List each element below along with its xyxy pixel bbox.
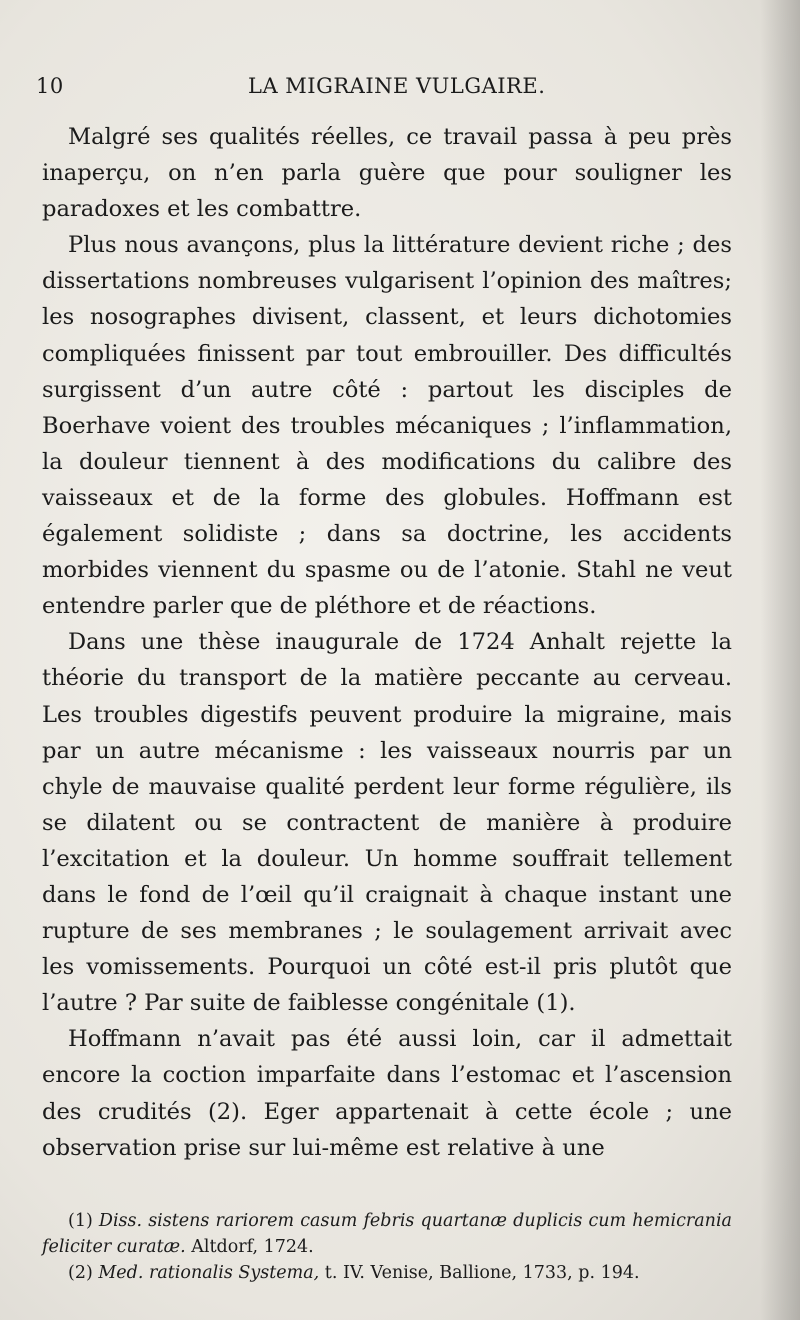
paragraph: Malgré ses qualités réelles, ce travail passa à peu près inaperçu, on n’en parla guère que pour souligner les paradoxes et les combattre. [42, 124, 732, 223]
footnote-citation-title: Diss. sistens rariorem casum febris quartanæ duplicis cum hemicrania feliciter curatæ. [42, 1211, 732, 1257]
body-text [42, 119, 732, 1166]
page-header [36, 74, 736, 104]
footnote [42, 1260, 732, 1286]
footnote [42, 1208, 732, 1260]
running-title: LA MIGRAINE VULGAIRE. [248, 74, 546, 98]
footnote-marker: (1) [68, 1211, 93, 1231]
page-number: 10 [36, 74, 64, 98]
paragraph: Dans une thèse inaugurale de 1724 Anhalt rejette la théorie du transport de la matière peccante au cerveau. Les troubles digestifs peuvent produire la migraine, mais par un autre mécanisme : les vaisseaux nourris par un chyle de mauvaise qualité perdent leur forme régulière, ils se dilatent ou se contractent de manière à produire l’excitation et la douleur. Un homme souffrait tellement dans le fond de l’œil qu’il craignait à chaque instant une rupture de ses membranes ; le soulagement arrivait avec les vomissements. Pourquoi un côté est-il pris plutôt que l’autre ? Par suite de faiblesse congénitale (1). [42, 629, 732, 1017]
footnote-citation-title: Med. rationalis Systema, [98, 1263, 320, 1283]
footnote-citation-detail: Altdorf, 1724. [185, 1237, 314, 1257]
footnote-citation-detail: t. IV. Venise, Ballione, 1733, p. 194. [319, 1263, 640, 1283]
footnote-marker: (2) [68, 1263, 93, 1283]
paragraph: Plus nous avançons, plus la littérature devient riche ; des dissertations nombreuses vulgarisent l’opinion des maîtres; les nosographes divisent, classent, et leurs dichotomies compliquées finissent par tout embrouiller. Des difficultés surgissent d’un autre côté : partout les disciples de Boerhave voient des troubles mécaniques ; l’inflammation, la douleur tiennent à des modifications du calibre des vaisseaux et de la forme des globules. Hoffmann est également solidiste ; dans sa doctrine, les accidents morbides viennent du spasme ou de l’atonie. Stahl ne veut entendre parler que de pléthore et de réactions. [42, 232, 732, 620]
footnotes [42, 1208, 732, 1286]
page-edge-shadow [760, 0, 800, 1320]
paragraph: Hoffmann n’avait pas été aussi loin, car il admettait encore la coction imparfaite dans l’estomac et l’ascension des crudités (2). Eger appartenait à cette école ; une observation prise sur lui-même est relative à une [42, 1026, 732, 1161]
